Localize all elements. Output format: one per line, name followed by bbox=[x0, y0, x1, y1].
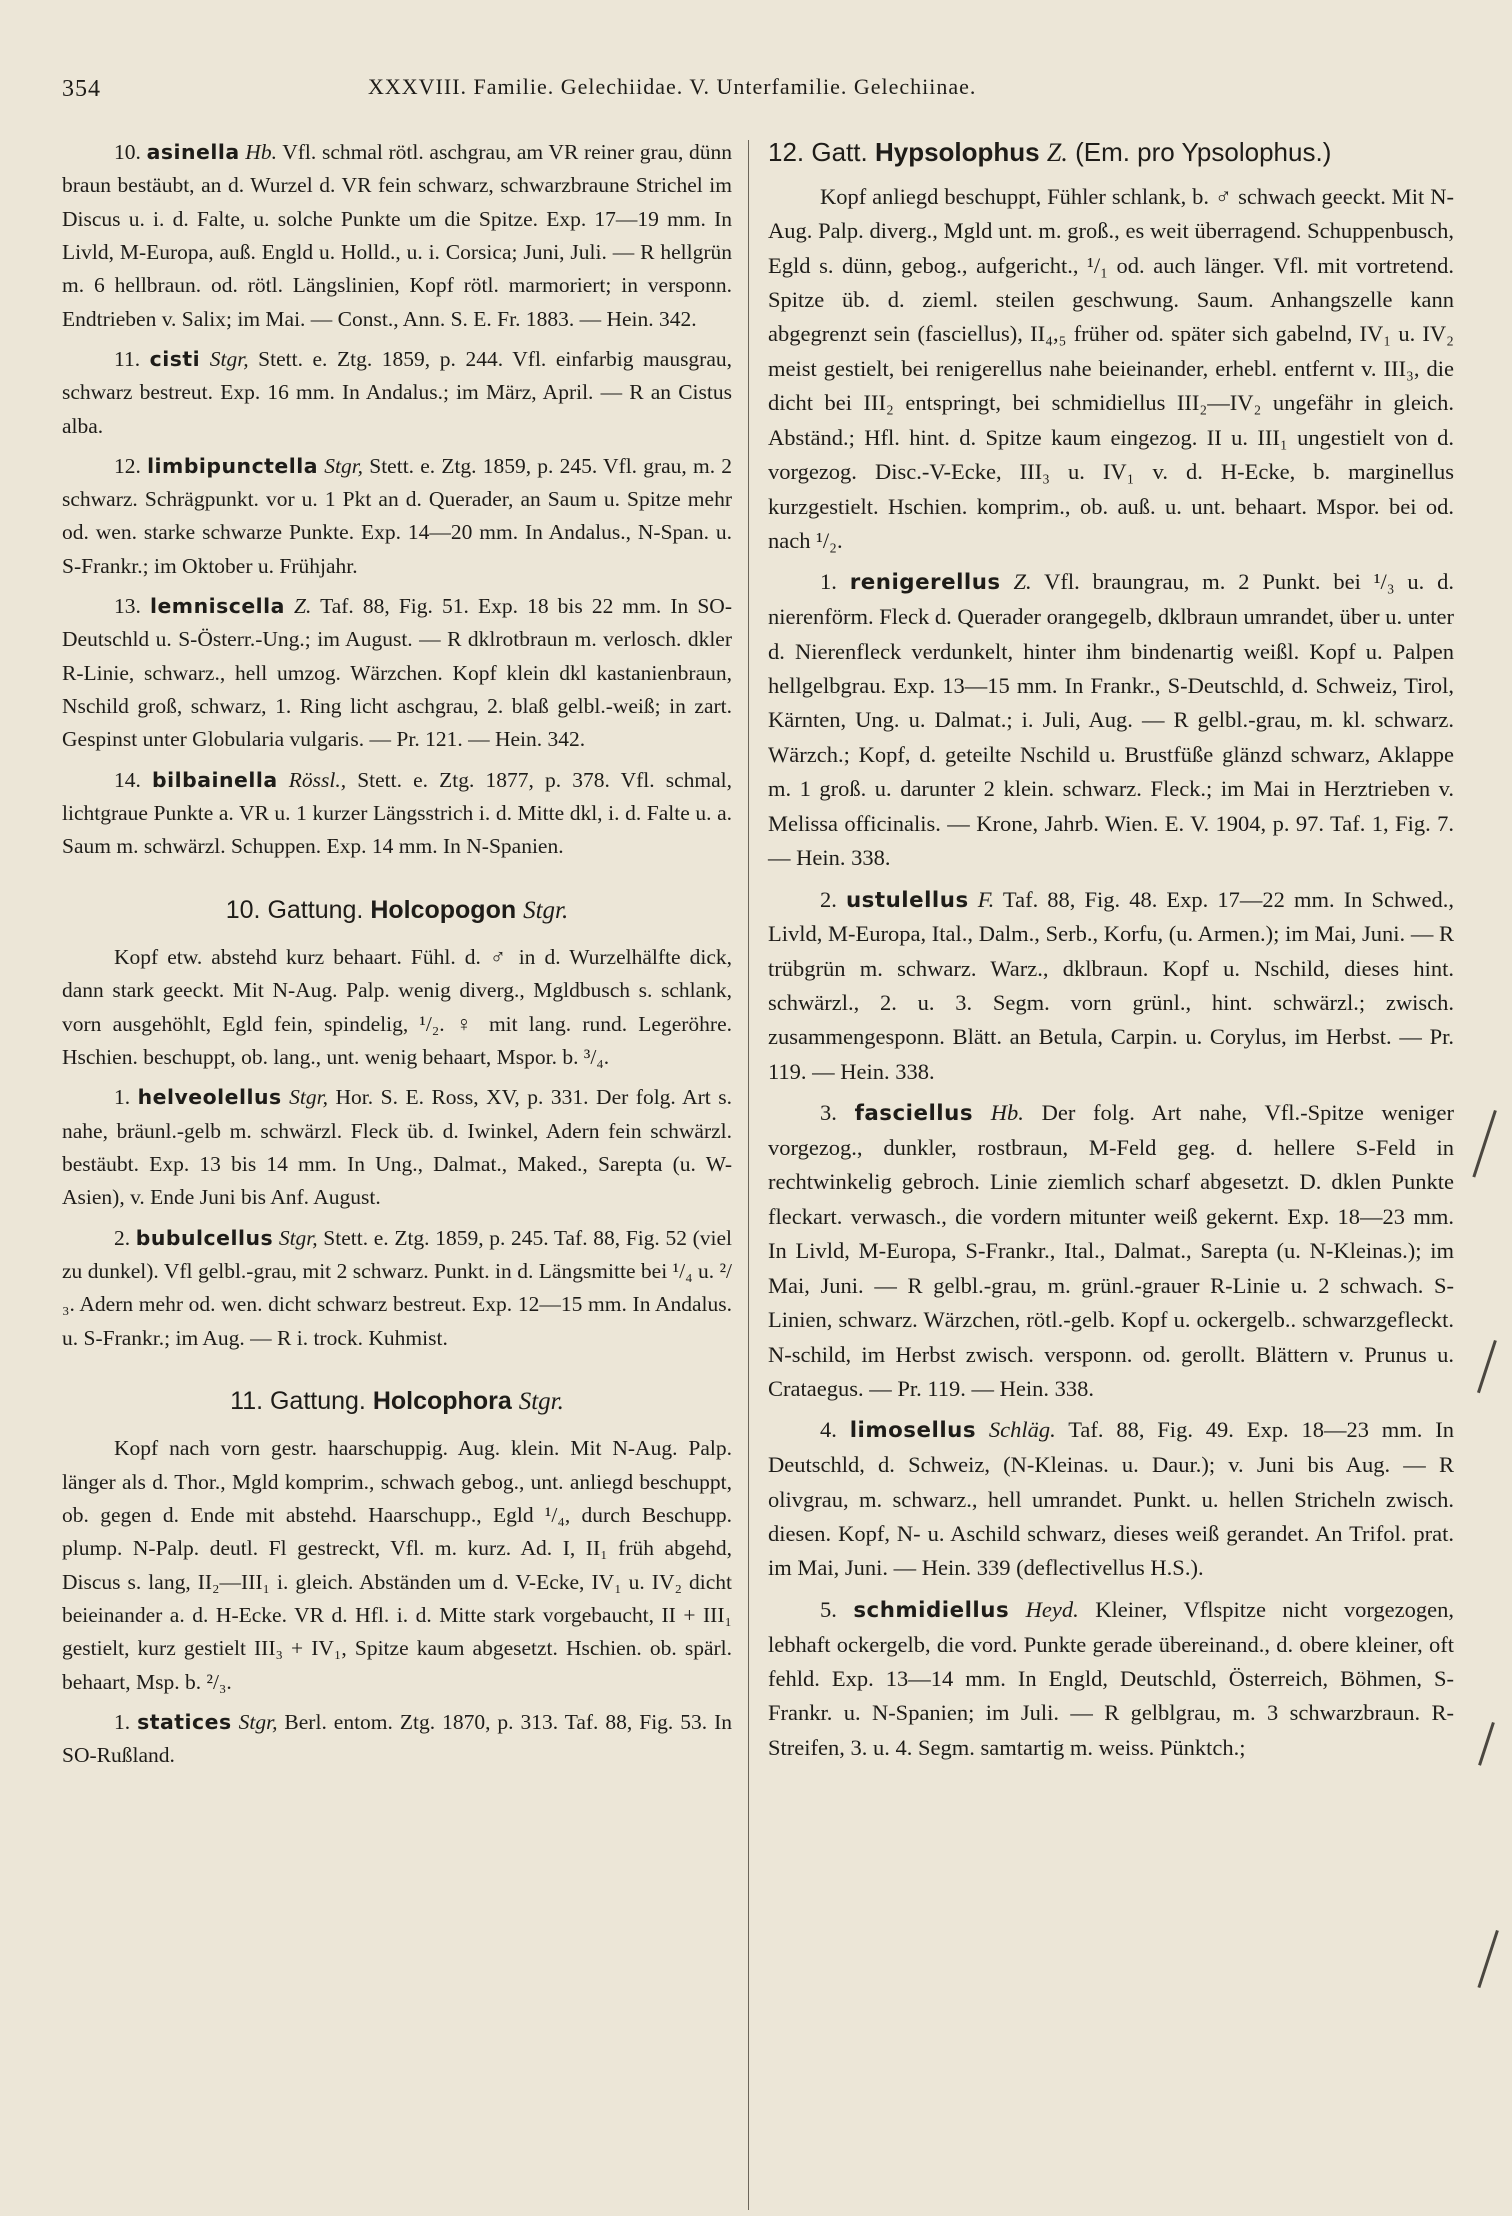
genus-author: Stgr. bbox=[518, 1387, 564, 1415]
species-author: Stgr, bbox=[238, 1709, 278, 1734]
species-entry bbox=[62, 590, 732, 757]
entry-text: Hor. S. E. Ross, XV, p. 331. Der folg. Art s. nahe, bräunl.-gelb m. schwärzl. Fleck üb. d. Iwinkel, Adern fein schwärzl. bestäubt. Exp. 13 bis 14 mm. In Ung., Dalmat., Maked., Sarepta (u. W-Asien), v. Ende Juni bis Anf. August. bbox=[62, 1085, 732, 1210]
species-entry bbox=[62, 764, 732, 864]
species-entry bbox=[768, 1593, 1454, 1765]
page-number: 354 bbox=[62, 76, 101, 102]
species-name: lemniscella bbox=[149, 594, 285, 619]
species-author: Rössl., bbox=[288, 767, 347, 792]
species-name: bubulcellus bbox=[135, 1225, 274, 1250]
species-name: ustulellus bbox=[845, 887, 969, 913]
species-author: Stgr, bbox=[289, 1085, 328, 1110]
entry-text: Stett. e. Ztg. 1877, p. 378. Vfl. schmal, lichtgraue Punkte a. VR u. 1 kurzer Längsstrich i. d. Mitte dkl, i. d. Falte u. a. Saum m. schwärzl. Schuppen. Exp. 14 mm. In N-Spanien. bbox=[62, 767, 733, 859]
species-author: Z. bbox=[294, 594, 312, 619]
entry-text: Stett. e. Ztg. 1859, p. 245. Taf. 88, Fig. 52 (viel zu dunkel). Vfl gelbl.-grau, mit 2 schwarz. Punkt. in d. Längsmitte bei ¹/₄ u. ²/₃. Adern mehr od. wen. dicht schwarz bestreut. Exp. 12—15 mm. In Andalus. u. S-Frankr.; im Aug. — R i. trock. Kuhmist. bbox=[62, 1225, 733, 1350]
entry-text: Taf. 88, Fig. 48. Exp. 17—22 mm. In Schwed., Livld, M-Europa, Ital., Dalm., Serb., Korfu, (u. Armen.); im Mai, Juni. — R trübgrün m. schwarz. Warz., dklbraun. Kopf u. Nschild, dieses hint. schwärzl., 2. u. 3. Segm. vorn grünl., hint. schwärzl.; zwisch. zusammengesponn. Blätt. an Betula, Carpin. u. Corylus, im Herbst. — Pr. 119. — Hein. 338. bbox=[768, 886, 1455, 1084]
genus-name: Hypsolophus bbox=[874, 137, 1040, 167]
entry-text: Der folg. Art nahe, Vfl.-Spitze weniger vorgezog., dunkler, rostbraun, M-Feld geg. d. hellere S-Feld in rechtwinkelig gebroch. Linie ziemlich scharf abgesetzt. D. dklen Punkte fleckart. verwasch., die vordern mitunter weiß gekernt. Exp. 18—23 mm. In Livld, M-Europa, S-Frankr., Ital., Dalmat., Sarepta (u. N-Kleinas.); im Mai, Juni. — R gelbl.-grau, m. grünl.-grauer R-Linie u. 2 schwach. S-Linien, schwarz. Wärzchen, rötl.-gelb. Kopf u. ockergelb.. schwarzgefleckt. N-schild, im Herbst zwisch. versponn. od. gerollt. Blättern v. Prunus u. Crataegus. — Pr. 119. — Hein. 338. bbox=[768, 1100, 1455, 1401]
species-entry bbox=[768, 565, 1454, 875]
species-entry bbox=[62, 1081, 732, 1214]
species-entry bbox=[62, 343, 732, 443]
species-name: schmidiellus bbox=[853, 1597, 1010, 1623]
species-author: Heyd. bbox=[1025, 1596, 1079, 1622]
entry-text: Kleiner, Vflspitze nicht vorgezogen, lebhaft ockergelb, die vord. Punkte gerade übereinand., d. obere kleiner, oft fehld. Exp. 13—14 mm. In Engld, Deutschld, Österreich, Böhmen, S-Frankr. u. N-Spanien; im Juli. — R gelblgrau, m. 3 schwarzbraun. R-Streifen, 3. u. 4. Segm. samtartig m. weiss. Pünktch.; bbox=[768, 1596, 1455, 1760]
genus-label: 10. Gattung. bbox=[225, 895, 364, 924]
species-author: Hb. bbox=[245, 140, 277, 164]
entry-number: 12. bbox=[114, 453, 141, 478]
running-head bbox=[62, 70, 1472, 110]
species-entry bbox=[62, 450, 732, 583]
column-divider bbox=[748, 140, 749, 2210]
genus-description: Kopf nach vorn gestr. haarschuppig. Aug. klein. Mit N-Aug. Palp. länger als d. Thor., Mgld komprim., schwach gebog., unt. anliegd beschuppt, ob. gegen d. Ende mit abstehd. Haarschupp., Egld ¹/₄, durch Beschupp. plump. N-Palp. deutl. Fl gestreckt, Vfl. m. kurz. Ad. I, II₁ früh abgehd, Discus s. lang, II₂—III₁ i. gleich. Abständen um d. V-Ecke, IV₁ u. IV₂ dicht beieinander a. d. H-Ecke. VR d. Hfl. i. d. Mitte stark vorgebaucht, II + III₁ gestielt, kurz gestielt III₃ + IV₁, Spitze kaum abgesetzt. Hschien. ob. spärl. behaart, Msp. b. ²/₃. bbox=[62, 1436, 732, 1694]
entry-number: 1. bbox=[114, 1709, 131, 1734]
genus-name: Holcopogon bbox=[370, 895, 517, 924]
entry-number: 11. bbox=[114, 346, 141, 371]
species-entry bbox=[768, 1096, 1454, 1406]
species-author: Z. bbox=[1013, 569, 1032, 595]
left-column bbox=[62, 136, 732, 1779]
entry-number: 1. bbox=[820, 569, 837, 595]
species-entry bbox=[62, 1706, 732, 1773]
genus-heading bbox=[62, 894, 732, 928]
species-name: fasciellus bbox=[854, 1101, 974, 1127]
species-name: asinella bbox=[146, 140, 240, 164]
entry-number: 1. bbox=[114, 1085, 131, 1110]
entry-text: Vfl. braungrau, m. 2 Punkt. bei ¹/₃ u. d. nierenförm. Fleck d. Querader orangegelb, dklbraun umrandet, über u. unter d. Nierenfleck verdunkelt, hinter ihm bindenartig weißl. Kopf u. Palpen hellgelbgrau. Exp. 13—15 mm. In Frankr., S-Deutschld, d. Schweiz, Tirol, Kärnten, Ung. u. Dalmat.; i. Juli, Aug. — R gelbl.-grau, m. kl. schwarz. Wärzch.; Kopf, d. geteilte Nschild u. Brustfüße glänzd schwarz, Aklappe m. 1 groß. u. darunter 2 klein. schwarz. Fleck.; im Mai in Herztrieben v. Melissa officinalis. — Krone, Jahrb. Wien. E. V. 1904, p. 97. Taf. 1, Fig. 7. — Hein. 338. bbox=[768, 569, 1455, 871]
species-author: Stgr, bbox=[278, 1225, 318, 1250]
genus-description: Kopf etw. abstehd kurz behaart. Fühl. d. ♂ in d. Wurzelhälfte dick, dann stark geeckt. Mit N-Aug. Palp. wenig diverg., Mgldbusch s. schlank, vorn ausgehöhlt, Egld fein, spindelig, ¹/₂. ♀ mit lang. rund. Legeröhre. Hschien. beschuppt, ob. lang., unt. wenig behaart, Mspor. b. ³/₄. bbox=[62, 945, 732, 1069]
genus-heading bbox=[62, 1385, 732, 1419]
margin-pencil-mark bbox=[1472, 1110, 1496, 1178]
genus-author: Z. bbox=[1046, 138, 1068, 167]
entry-text: Berl. entom. Ztg. 1870, p. 313. Taf. 88, Fig. 53. In SO-Rußland. bbox=[62, 1709, 733, 1768]
species-name: helveolellus bbox=[137, 1085, 282, 1110]
entry-number: 3. bbox=[820, 1100, 837, 1126]
species-author: Hb. bbox=[990, 1100, 1024, 1126]
right-column bbox=[768, 136, 1454, 1772]
genus-name: Holcophora bbox=[372, 1386, 512, 1415]
species-name: bilbainella bbox=[152, 767, 278, 792]
entry-text: Stett. e. Ztg. 1859, p. 245. Vfl. grau, m. 2 schwarz. Schrägpunkt. vor u. 1 Pkt an d. Querader, an Saum u. Spitze mehr od. wen. starke schwarze Punkte. Exp. 14—20 mm. In Andalus., N-Span. u. S-Frankr.; im Oktober u. Frühjahr. bbox=[62, 453, 733, 578]
species-name: cisti bbox=[149, 346, 201, 371]
margin-pencil-mark bbox=[1477, 1340, 1497, 1393]
entry-number: 13. bbox=[114, 594, 141, 619]
species-name: statices bbox=[137, 1709, 232, 1734]
species-entry bbox=[768, 1413, 1454, 1585]
species-author: Stgr, bbox=[209, 346, 249, 371]
entry-number: 10. bbox=[114, 140, 141, 164]
entry-text: Taf. 88, Fig. 49. Exp. 18—23 mm. In Deutschld, d. Schweiz, (N-Kleinas. u. Daur.); v. Juni bis Aug. — R olivgrau, m. schwarz., hell umrandet. Punkt. u. hellen Stricheln zwisch. diesen. Kopf, N- u. Aschild schwarz, dieses weiß gerandet. An Trifol. prat. im Mai, Juni. — Hein. 339 (deflectivellus H.S.). bbox=[768, 1417, 1455, 1581]
entry-number: 5. bbox=[820, 1596, 837, 1622]
genus-label: 11. Gattung. bbox=[230, 1386, 366, 1415]
entry-text: Vfl. schmal rötl. aschgrau, am VR reiner grau, dünn braun bestäubt, an d. Wurzel d. VR fein schwarz, schwarzbraune Strichel im Discus u. i. d. Falte, u. solche Punkte um die Spitze. Exp. 17—19 mm. In Livld, M-Europa, auß. Engld u. Holld., u. i. Corsica; Juni, Juli. — R hellgrün m. 6 hellbraun. od. rötl. Längslinien, Kopf rötl. marmoriert; in versponn. Endtrieben v. Salix; im Mai. — Const., Ann. S. E. Fr. 1883. — Hein. 342. bbox=[62, 140, 733, 331]
genus-author: Stgr. bbox=[523, 896, 569, 924]
species-name: renigerellus bbox=[849, 570, 1001, 596]
species-entry bbox=[768, 883, 1454, 1090]
species-author: Schläg. bbox=[988, 1417, 1056, 1443]
running-head-text: XXXVIII. Familie. Gelechiidae. V. Unterfamilie. Gelechiinae. bbox=[368, 74, 977, 99]
species-author: F. bbox=[977, 886, 995, 912]
genus-heading bbox=[768, 136, 1454, 170]
genus-label: 12. Gatt. bbox=[768, 137, 868, 167]
species-entry bbox=[62, 1222, 732, 1355]
margin-pencil-mark bbox=[1478, 1722, 1495, 1766]
genus-suffix: (Em. pro Ypsolophus.) bbox=[1075, 137, 1332, 167]
entry-number: 2. bbox=[820, 886, 837, 912]
species-name: limbipunctella bbox=[147, 453, 319, 478]
entry-number: 4. bbox=[820, 1417, 837, 1443]
entry-text: Taf. 88, Fig. 51. Exp. 18 bis 22 mm. In SO-Deutschld u. S-Österr.-Ung.; im August. — R dklrotbraun m. verlosch. dkler R-Linie, schwarz., hell umzog. Wärzchen. Kopf klein dkl kastanienbraun, Nschild groß, schwarz, 1. Ring licht aschgrau, 2. blaß gelbl.-weiß; in zart. Gespinst unter Globularia vulgaris. — Pr. 121. — Hein. 342. bbox=[62, 594, 732, 752]
species-author: Stgr, bbox=[324, 453, 364, 478]
genus-description: Kopf anliegd beschuppt, Fühler schlank, b. ♂ schwach geeckt. Mit N-Aug. Palp. diverg., Mgld unt. m. groß., es weit überragend. Schuppenbusch, Egld s. dünn, gebog., aufgericht., ¹/₁ od. auch länger. Vfl. mit vortretend. Spitze üb. d. zieml. steilen geschwung. Saum. Anhangszelle kann abgegrenzt sein (fasciellus), II₄,₅ früher od. später sich gabelnd, IV₁ u. IV₂ meist gestielt, bei renigerellus nahe beieinander, erhebl. entfernt v. III₃, die dicht bei III₂ entspringt, bei schmidiellus III₂—IV₂ ungefähr in gleich. Abständ.; Hfl. hint. d. Spitze kaum eingezog. II u. III₁ ungestielt von d. vorgezog. Disc.-V-Ecke, III₃ u. IV₁ v. d. H-Ecke, b. marginellus kurzgestielt. Hschien. komprim., ob. auß. u. unt. behaart. Mspor. bei od. nach ¹/₂. bbox=[768, 183, 1454, 554]
species-entry bbox=[62, 136, 732, 336]
entry-text: Stett. e. Ztg. 1859, p. 244. Vfl. einfarbig mausgrau, schwarz bestreut. Exp. 16 mm. In Andalus.; im März, April. — R an Cistus alba. bbox=[62, 346, 733, 438]
entry-number: 2. bbox=[114, 1225, 131, 1250]
entry-number: 14. bbox=[114, 767, 141, 792]
species-name: limosellus bbox=[849, 1418, 977, 1444]
margin-pencil-mark bbox=[1477, 1930, 1498, 1988]
